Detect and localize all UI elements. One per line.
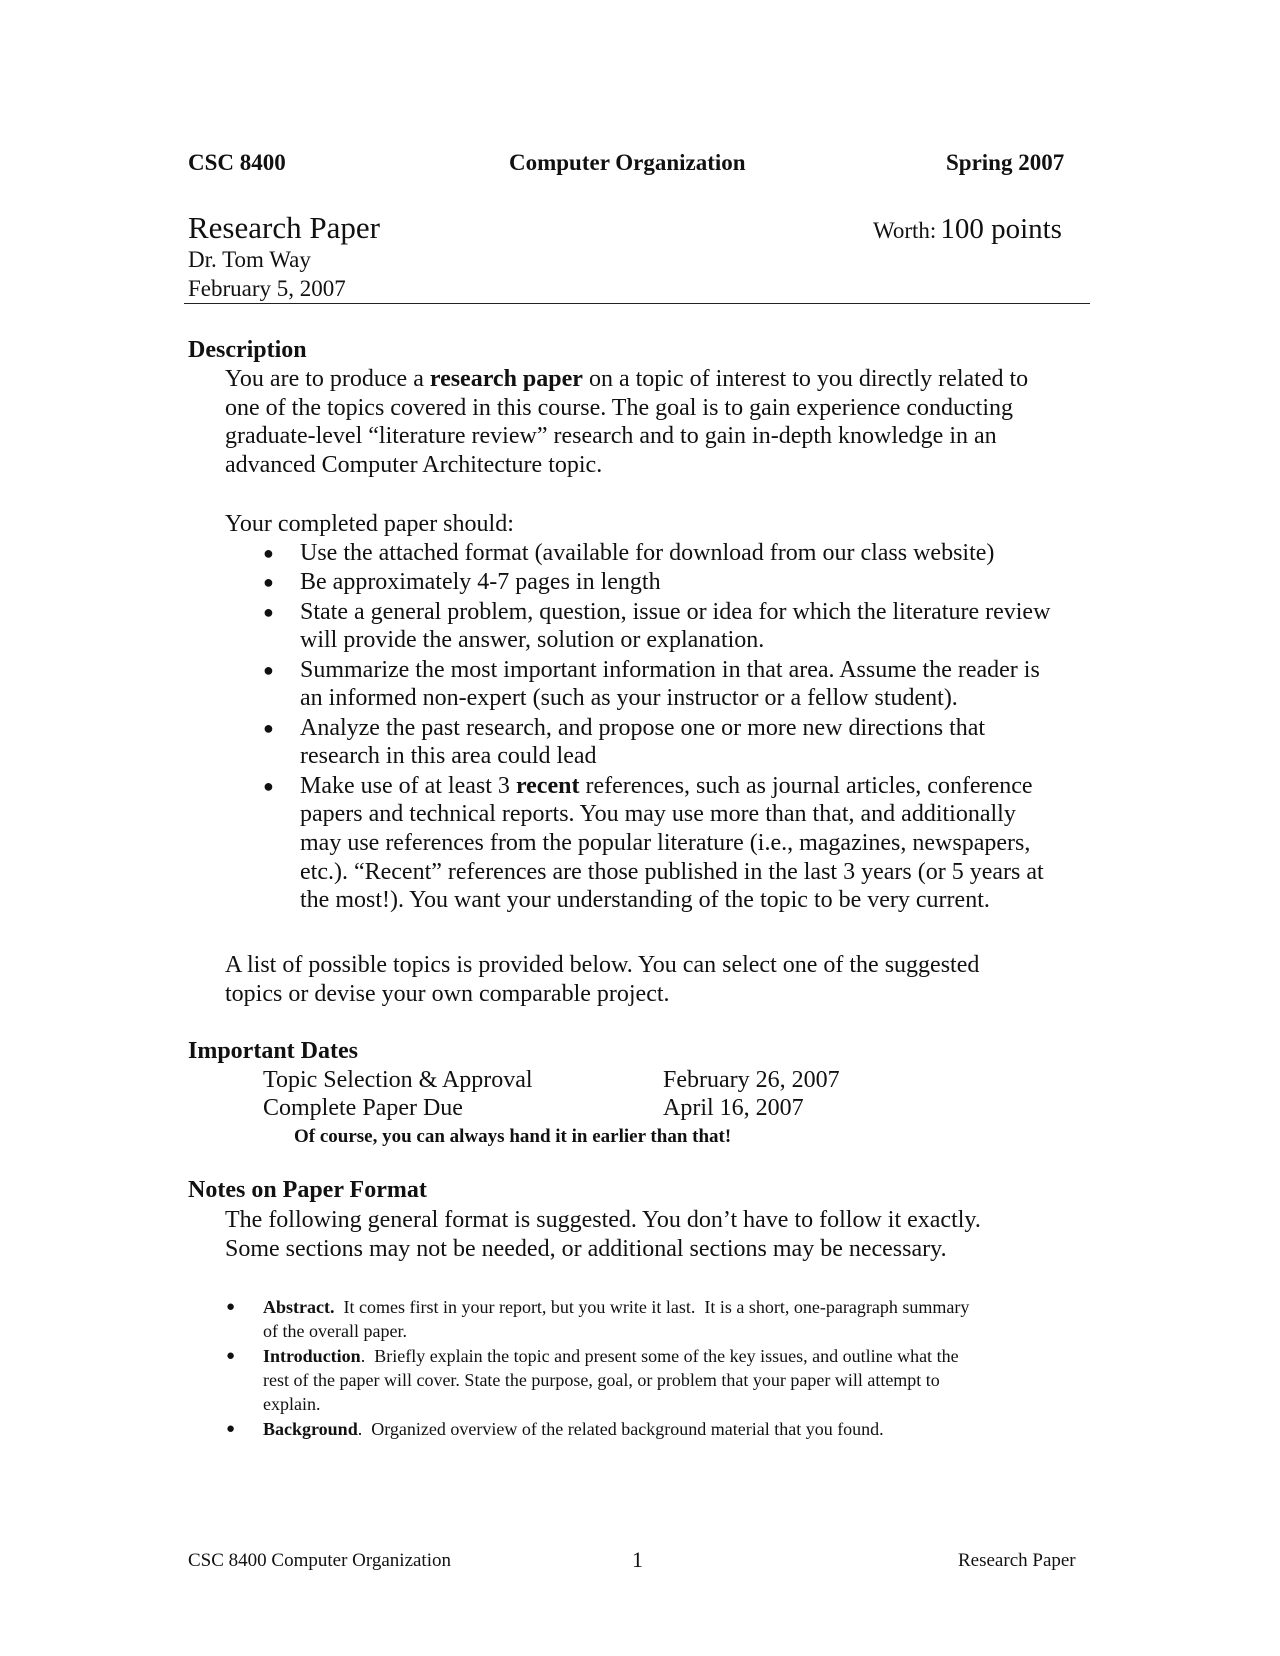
list-item: ● Be approximately 4-7 pages in length [263, 569, 661, 596]
intro-line-2: one of the topics covered in this course. The goal is to gain experience conducting [225, 394, 1013, 421]
course-name: Computer Organization [509, 150, 746, 175]
format-intro: The following general format is suggested. You don’t have to follow it exactly. Some sections may not be needed, or additional sections may be necessary. [225, 1207, 981, 1262]
worth-value: 100 points [940, 213, 1062, 245]
list-item: ● Abstract. It comes first in your report, but you write it last. It is a short, one-paragraph summary of the overall paper. [226, 1297, 970, 1341]
list-item: ● Make use of at least 3 recent references, such as journal articles, conference papers and technical reports. You may use more than that, and additionally may use references from the popular literature (i.e., magazines, newspapers, etc.). “Recent” references are those published in the last 3 years (or 5 years at the most!). You want your understanding of the topic to be very current. [263, 772, 1044, 914]
term: Spring 2007 [946, 150, 1065, 175]
description-intro [225, 365, 1028, 479]
course-code: CSC 8400 [188, 150, 286, 175]
list-item: ● Analyze the past research, and propose one or more new directions that research in this area could lead [263, 714, 986, 770]
dates-heading: Important Dates [188, 1038, 358, 1064]
list-item: ● Use the attached format (available for download from our class website) [263, 540, 995, 566]
date-label-topic: Topic Selection & Approval [263, 1067, 533, 1093]
requirements-list [263, 539, 1051, 916]
description-heading: Description [188, 337, 307, 363]
author: Dr. Tom Way [188, 247, 311, 272]
list-item: ● Introduction. Briefly explain the topic and present some of the key issues, and outline what the rest of the paper will cover. State the purpose, goal, or problem that your paper will attempt to explain. [226, 1346, 959, 1414]
date-value-topic: February 26, 2007 [663, 1067, 840, 1093]
bullet-icon: ● [226, 1299, 236, 1315]
list-item: ● Summarize the most important information in that area. Assume the reader is an informed non-expert (such as your instructor or a fellow student). [263, 656, 1040, 712]
bullet-icon: ● [263, 659, 274, 680]
dates-note: Of course, you can always hand it in earlier than that! [294, 1126, 732, 1147]
worth-label: Worth: [873, 218, 937, 243]
header-divider [184, 303, 1090, 304]
bullet-icon: ● [263, 601, 274, 622]
footer-left: CSC 8400 Computer Organization [188, 1550, 451, 1571]
intro-line-1: You are to produce a research paper on a topic of interest to you directly related to [225, 366, 1029, 392]
bullet-icon: ● [263, 717, 274, 738]
footer-right: Research Paper [958, 1550, 1076, 1571]
bullet-icon: ● [226, 1421, 236, 1437]
bullet-icon: ● [263, 775, 274, 796]
worth [873, 213, 1062, 246]
date-value-paper: April 16, 2007 [663, 1095, 804, 1121]
bullet-icon: ● [226, 1348, 236, 1364]
bullet-icon: ● [263, 572, 274, 593]
date-label-paper: Complete Paper Due [263, 1095, 463, 1121]
list-item: ● State a general problem, question, issue or idea for which the literature review will provide the answer, solution or explanation. [263, 598, 1051, 654]
should-label: Your completed paper should: [225, 511, 514, 537]
list-item: ● Background. Organized overview of the related background material that you found. [226, 1419, 884, 1439]
page-number: 1 [632, 1547, 643, 1572]
format-heading: Notes on Paper Format [188, 1177, 427, 1203]
format-list [226, 1295, 970, 1442]
doc-date: February 5, 2007 [188, 276, 346, 301]
bullet-icon: ● [263, 543, 274, 563]
intro-line-4: advanced Computer Architecture topic. [225, 451, 603, 478]
topics-paragraph: A list of possible topics is provided below. You can select one of the suggested topics or devise your own comparable project. [225, 952, 980, 1007]
page-title: Research Paper [188, 210, 380, 245]
intro-line-3: graduate-level “literature review” research and to gain in-depth knowledge in an [225, 423, 997, 449]
